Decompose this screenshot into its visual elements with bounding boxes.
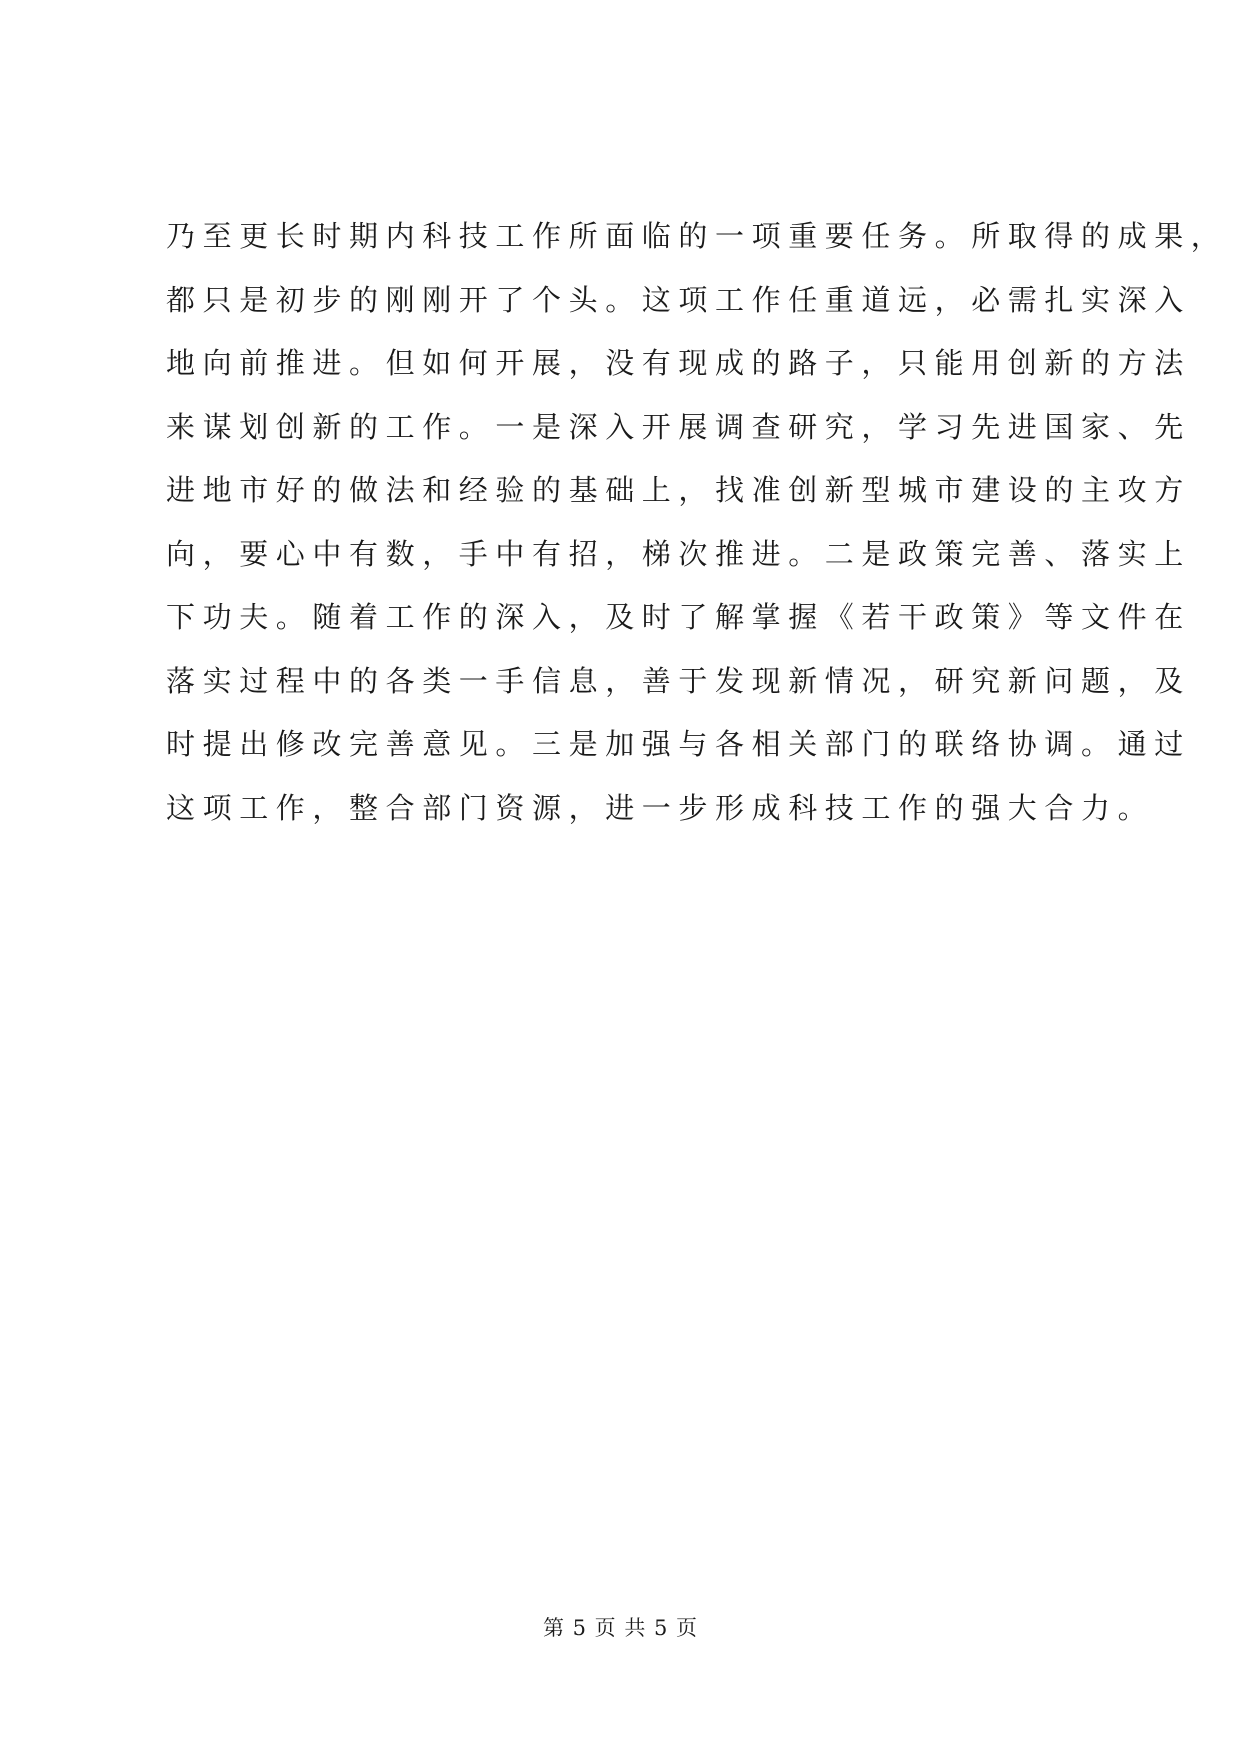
text-line: 向，要心中有数，手中有招，梯次推进。二是政策完善、落实上 bbox=[166, 536, 1191, 571]
text-line: 时提出修改完善意见。三是加强与各相关部门的联络协调。通过 bbox=[166, 727, 1191, 761]
page-number-footer: 第 5 页 共 5 页 bbox=[542, 1616, 699, 1640]
text-line: 这项工作，整合部门资源，进一步形成科技工作的强大合力。 bbox=[166, 790, 1155, 825]
text-line: 乃至更长时期内科技工作所面临的一项重要任务。所取得的成果， bbox=[166, 219, 1228, 253]
text-line: 落实过程中的各类一手信息，善于发现新情况，研究新问题，及 bbox=[166, 663, 1191, 698]
text-line: 进地市好的做法和经验的基础上，找准创新型城市建设的主攻方 bbox=[166, 473, 1191, 507]
text-line: 来谋划创新的工作。一是深入开展调查研究，学习先进国家、先 bbox=[166, 409, 1191, 444]
text-line: 地向前推进。但如何开展，没有现成的路子，只能用创新的方法 bbox=[166, 346, 1191, 380]
text-line: 都只是初步的刚刚开了个头。这项工作任重道远，必需扎实深入 bbox=[166, 282, 1191, 317]
text-line: 下功夫。随着工作的深入，及时了解掌握《若干政策》等文件在 bbox=[166, 600, 1191, 634]
body-paragraph bbox=[166, 205, 1228, 840]
